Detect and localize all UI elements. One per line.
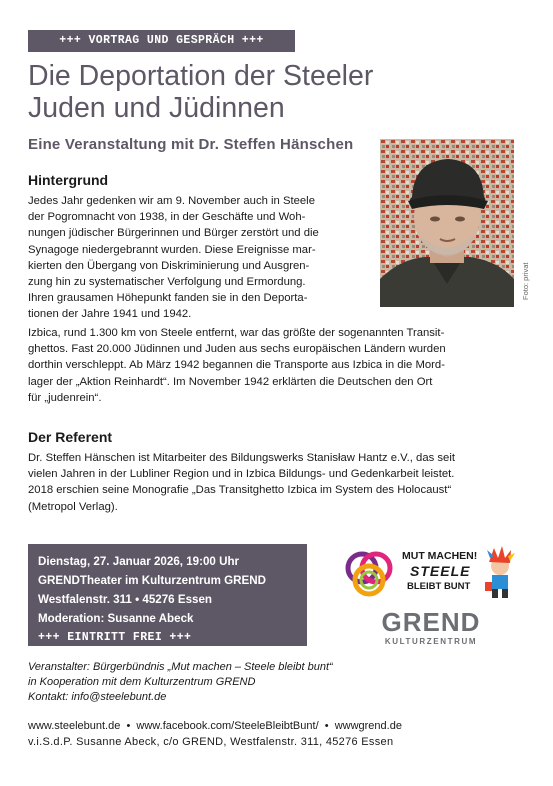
text-line: (Metropol Verlag). [28, 500, 118, 513]
event-venue: GRENDTheater im Kulturzentrum GREND [38, 574, 267, 587]
text-line: Dr. Steffen Hänschen ist Mitarbeiter des Bildungswerks Stanisław Hantz e.V., das seit [28, 452, 455, 464]
background-paragraph-1 [28, 193, 378, 323]
text-line: der Pogromnacht von 1938, in der Geschäfte und Woh- [28, 211, 306, 224]
text-line: Synagoge niedergebrannt wurden. Diese Ereignisse mar- [28, 243, 316, 256]
mut-machen-label: MUT MACHEN! [402, 550, 478, 562]
title-line-2: Juden und Jüdinnen [28, 92, 285, 124]
subtitle: Eine Veranstaltung mit Dr. Steffen Hänschen [28, 136, 354, 153]
footer [28, 718, 402, 750]
event-type-tag: +++ VORTRAG UND GESPRÄCH +++ [28, 30, 295, 52]
text-line: vielen Jahren in der Lubliner Region und in Izbica Bildungs- und Gedenkarbeit leistet. [28, 468, 455, 481]
background-paragraph-2 [28, 325, 528, 406]
mut-machen-logo [344, 544, 524, 602]
event-date: Dienstag, 27. Januar 2026, 19:00 Uhr [38, 555, 240, 568]
text-line: ghettos. Fast 20.000 Jüdinnen und Juden aus sechs europäischen Ländern wurden [28, 343, 446, 356]
text-line: Ihren grausamen Höhepunkt fanden sie in den Deporta- [28, 292, 308, 305]
text-line: 2018 erschien seine Monografie „Das Transitghetto Izbica im System des Holocaust“ [28, 484, 452, 497]
photo-credit: Foto: privat [521, 262, 530, 300]
mascot-icon [485, 546, 515, 598]
grend-logo-subtitle: KULTURZENTRUM [384, 637, 478, 646]
contact-line: Kontakt: info@steelebunt.de [28, 691, 167, 703]
steele-label: STEELE [410, 563, 471, 579]
text-line: Jedes Jahr gedenken wir am 9. November auch in Steele [28, 195, 315, 207]
cooperation-line: in Kooperation mit dem Kulturzentrum GREND [28, 676, 256, 688]
event-moderation: Moderation: Susanne Abeck [38, 612, 194, 625]
event-admission: +++ EINTRITT FREI +++ [38, 631, 192, 644]
text-line: tionen der Jahre 1941 und 1942. [28, 308, 192, 321]
background-heading: Hintergrund [28, 172, 109, 188]
bleibt-bunt-label: BLEIBT BUNT [407, 581, 471, 592]
text-line: dorthin verschleppt. Ab März 1942 begannen die Transporte aus Izbica in die Mord- [28, 359, 445, 372]
text-line: zung hin zu systematischer Verfolgung und Ermordung. [28, 276, 306, 289]
speaker-paragraph [28, 450, 528, 515]
organizer-line: Veranstalter: Bürgerbündnis „Mut machen – Steele bleibt bunt“ [28, 661, 333, 673]
grend-logo-text: GREND [381, 607, 481, 637]
grend-logo [376, 608, 486, 650]
text-line: für „judenrein“. [28, 391, 102, 404]
organizer-info [28, 660, 333, 705]
footer-visdp: v.i.S.d.P. Susanne Abeck, c/o GREND, Westfalenstr. 311, 45276 Essen [28, 736, 394, 748]
text-line: lager der „Aktion Reinhardt“. Im November 1942 erklärten die Deutschen den Ort [28, 375, 433, 388]
event-info-box [28, 544, 307, 646]
footer-links: www.steelebunt.de • www.facebook.com/SteeleBleibtBunt/ • wwwgrend.de [28, 720, 402, 732]
text-line: Izbica, rund 1.300 km von Steele entfernt, war das größte der sogenannten Transit- [28, 327, 445, 339]
speaker-portrait-image [380, 139, 514, 307]
title-line-1: Die Deportation der Steeler [28, 60, 374, 92]
text-line: nungen jüdischer Bürgerinnen und Bürger zerstört und die [28, 227, 319, 240]
text-line: kierten den Übergang von Diskriminierung und Ausgren- [28, 259, 310, 272]
event-address: Westfalenstr. 311 • 45276 Essen [38, 593, 212, 606]
speaker-photo [380, 139, 514, 307]
speaker-heading: Der Referent [28, 429, 113, 445]
page-title [28, 60, 468, 124]
